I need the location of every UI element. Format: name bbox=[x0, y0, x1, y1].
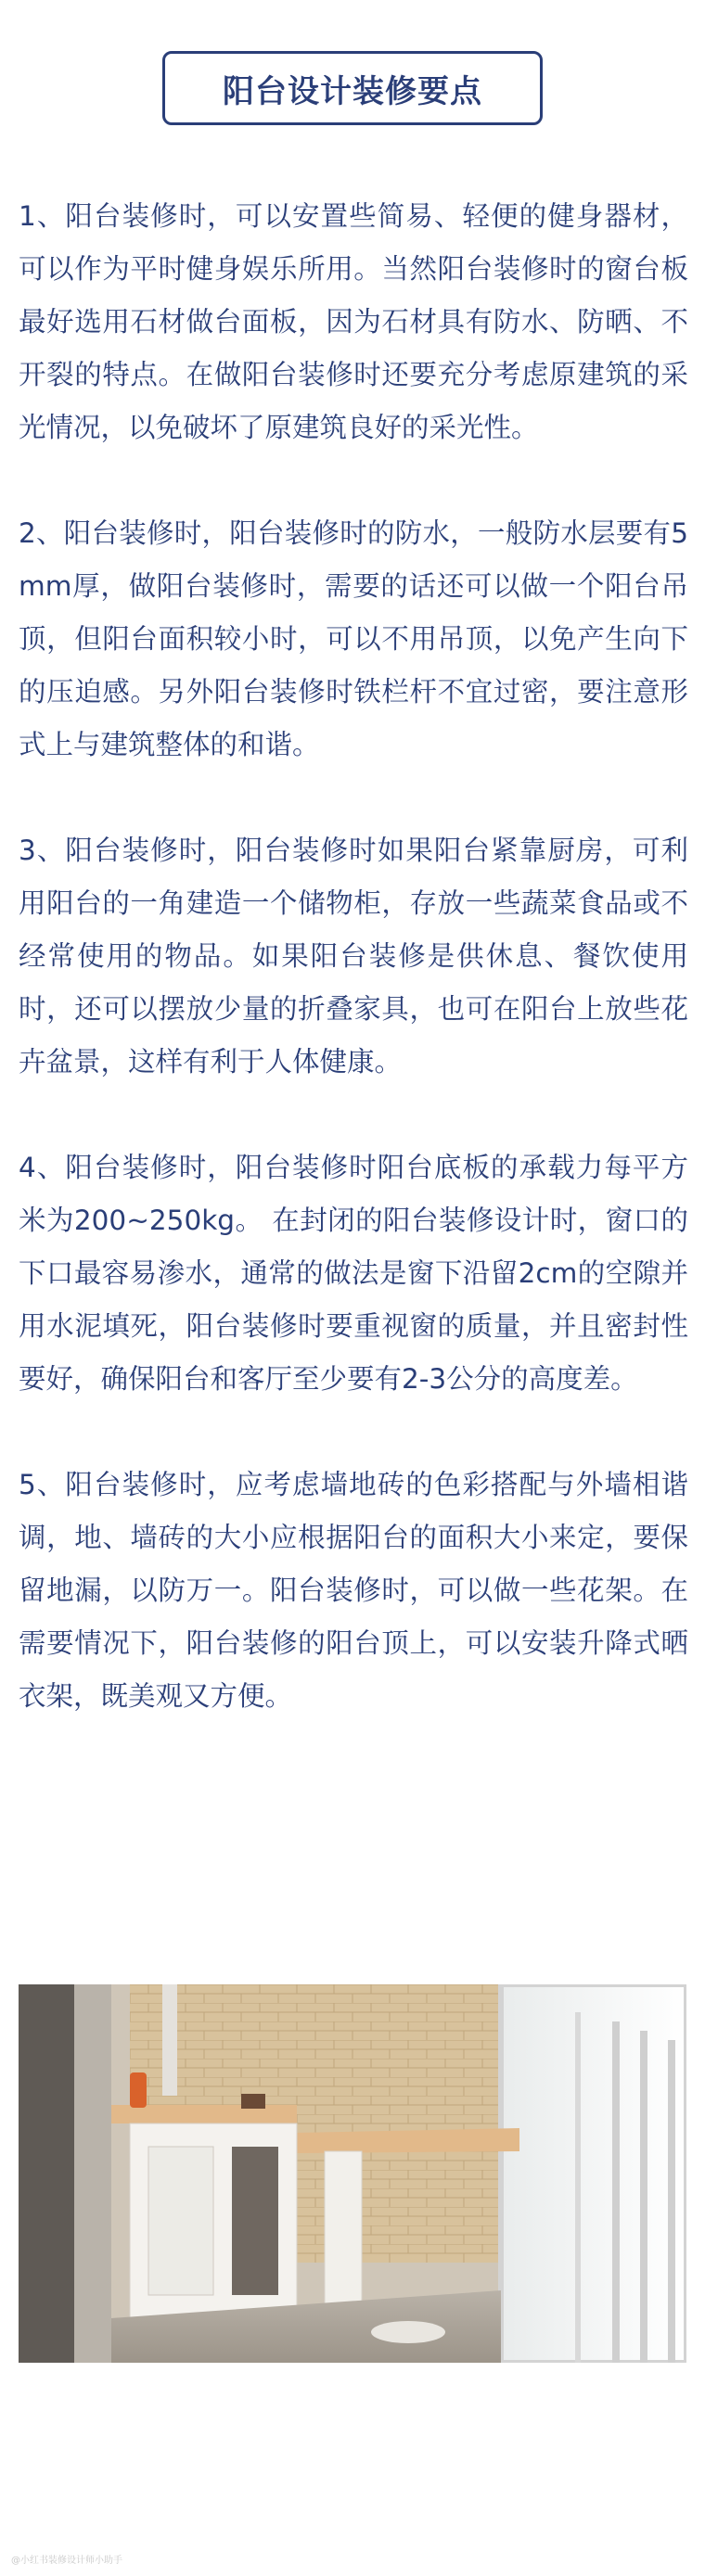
balcony-photo bbox=[19, 1984, 686, 2363]
article-body bbox=[19, 190, 688, 1776]
paragraph-3: 3、阳台装修时，阳台装修时如果阳台紧靠厨房，可利用阳台的一角建造一个储物柜，存放一些蔬菜食品或不经常使用的物品。如果阳台装修是供休息、餐饮使用时，还可以摆放少量的折叠家具，也可在阳台上放些花卉盆景，这样有利于人体健康。 bbox=[19, 835, 688, 1078]
watermark: @小红书装修设计师小助手 bbox=[11, 2556, 122, 2566]
paragraph-4: 4、阳台装修时，阳台装修时阳台底板的承载力每平方米为200~250kg。 在封闭的阳台装修设计时，窗口的下口最容易渗水，通常的做法是窗下沿留2cm的空隙并用水泥填死，阳台装修时要重视窗的质量，并且密封性要好，确保阳台和客厅至少要有2-3公分的高度差。 bbox=[19, 1152, 688, 1395]
page-title: 阳台设计装修要点 bbox=[162, 51, 543, 125]
paragraph-1: 1、阳台装修时，可以安置些简易、轻便的健身器材，可以作为平时健身娱乐所用。当然阳台装修时的窗台板最好选用石材做台面板，因为石材具有防水、防晒、不开裂的特点。在做阳台装修时还要充分考虑原建筑的采光情况，以免破坏了原建筑良好的采光性。 bbox=[19, 200, 688, 443]
paragraph-2: 2、阳台装修时，阳台装修时的防水，一般防水层要有5mm厚，做阳台装修时，需要的话还可以做一个阳台吊顶，但阳台面积较小时，可以不用吊顶，以免产生向下的压迫感。另外阳台装修时铁栏杆不宜过密，要注意形式上与建筑整体的和谐。 bbox=[19, 517, 688, 760]
paragraph-5: 5、阳台装修时，应考虑墙地砖的色彩搭配与外墙相谐调，地、墙砖的大小应根据阳台的面积大小来定，要保留地漏，以防万一。阳台装修时，可以做一些花架。在需要情况下，阳台装修的阳台顶上，可以安装升降式晒衣架，既美观又方便。 bbox=[19, 1469, 688, 1712]
